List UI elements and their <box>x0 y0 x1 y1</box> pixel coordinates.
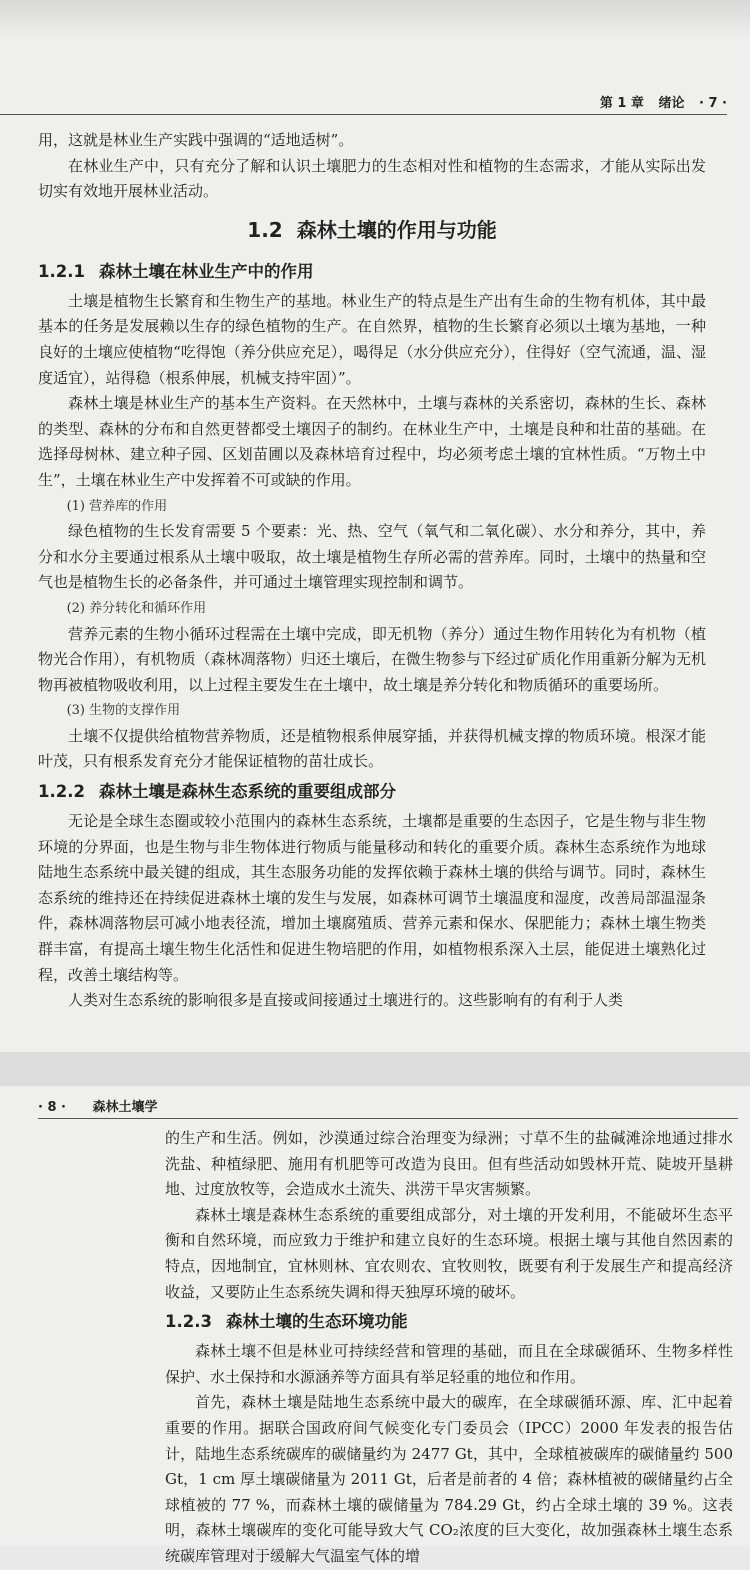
paragraph: 用，这就是林业生产实践中强调的“适地适树”。 <box>38 131 354 149</box>
subsection-heading <box>38 775 706 809</box>
paragraph: 在林业生产中，只有充分了解和认识土壤肥力的生态相对性和植物的生态需求，才能从实际出发切实有效地开展林业活动。 <box>38 156 706 201</box>
paragraph: 森林土壤是森林生态系统的重要组成部分，对土壤的开发利用，不能破坏生态平衡和自然环境，而应致力于维护和建立良好的生态环境。根据土壤与其他自然因素的特点，因地制宜，宜林则林、宜农则农、宜牧则牧，既要有利于发展生产和提高经济收益，又要防止生态系统失调和得天独厚环境的破坏。 <box>165 1205 733 1301</box>
paragraph: 森林土壤是林业生产的基本生产资料。在天然林中，土壤与森林的关系密切，森林的生长、森林的类型、森林的分布和自然更替都受土壤因子的制约。在林业生产中，土壤是良种和壮苗的基础。在选择母树林、建立种子园、区划苗圃以及森林培育过程中，均必须考虑土壤的宜林性质。“万物土中生”，土壤在林业生产中发挥着不可或缺的作用。 <box>38 394 706 489</box>
book-title: 森林土壤学 <box>92 1100 158 1115</box>
section-heading <box>38 205 706 255</box>
chapter-title: 绪论 <box>658 96 685 111</box>
subsection-title: 森林土壤在林业生产中的作用 <box>98 261 314 281</box>
subsection-title: 森林土壤是森林生态系统的重要组成部分 <box>98 782 396 802</box>
paragraph: 绿色植物的生长发育需要 5 个要素：光、热、空气（氧气和二氧化碳）、水分和养分，其中，养分和水分主要通过根系从土壤中吸取，故土壤是植物生存所必需的营养库。同时，土壤中的热量和空气也是植物生长的必备条件，并可通过土壤管理实现控制和调节。 <box>38 522 706 592</box>
subsection-number: 1.2.1 <box>38 261 85 281</box>
page-number: · 7 · <box>699 96 727 111</box>
page-gap <box>0 1052 750 1086</box>
paragraph: 的生产和生活。例如，沙漠通过综合治理变为绿洲；寸草不生的盐碱滩涂地通过排水洗盐、种植绿肥、施用有机肥等可改造为良田。但有些活动如毁林开荒、陡坡开垦耕地、过度放牧等，会造成水土流失、洪涝干旱灾害频繁。 <box>165 1129 733 1199</box>
paragraph: 土壤不仅提供给植物营养物质，还是植物根系伸展穿插，并获得机械支撑的物质环境。根深才能叶茂，只有根系发育充分才能保证植物的苗壮成长。 <box>38 726 706 771</box>
subsection-number: 1.2.3 <box>165 1312 212 1332</box>
page-8-body <box>165 1126 733 1570</box>
page-7-body <box>38 128 706 1014</box>
paragraph: 人类对生态系统的影响很多是直接或间接通过土壤进行的。这些影响有的有利于人类 <box>68 991 624 1010</box>
page-edge-shadow <box>0 0 750 40</box>
section-title: 森林土壤的作用与功能 <box>296 217 497 242</box>
running-header <box>0 92 727 115</box>
item-heading: (2) 养分转化和循环作用 <box>66 600 207 616</box>
paragraph: 土壤是植物生长繁育和生物生产的基地。林业生产的特点是生产出有生命的生物有机体，其中最基本的任务是发展赖以生存的绿色植物的生产。在自然界，植物的生长繁育必须以土壤为基地，一种良好的土壤应使植物“吃得饱（养分供应充足），喝得足（水分供应充分），住得好（空气流通，温、湿度适宜），站得稳（根系伸展，机械支持牢固）”。 <box>38 291 706 387</box>
subsection-title: 森林土壤的生态环境功能 <box>225 1312 408 1332</box>
item-heading: (1) 营养库的作用 <box>66 498 168 514</box>
paragraph: 无论是全球生态圈或较小范围内的森林生态系统，土壤都是重要的生态因子，它是生物与非生物环境的分界面，也是生物与非生物体进行物质与能量移动和转化的重要介质。森林生态系统作为地球陆地生态系统中最关键的组成，其生态服务功能的发挥依赖于森林土壤的供给与调节。同时，森林生态系统的维持还在持续促进森林土壤的发生与发展，如森林可调节土壤温度和湿度，改善局部温湿条件，森林凋落物层可减小地表径流，增加土壤腐殖质、营养元素和保水、保肥能力；森林土壤生物类群丰富，有提高土壤生物生化活性和促进生物培肥的作用，如植物根系深入土层，能促进土壤熟化过程，改善土壤结构等。 <box>38 812 706 984</box>
page-number: · 8 · <box>38 1100 66 1115</box>
book-page-8 <box>0 1086 750 1565</box>
paragraph: 营养元素的生物小循环过程需在土壤中完成，即无机物（养分）通过生物作用转化为有机物（植物光合作用），有机物质（森林凋落物）归还土壤后，在微生物参与下经过矿质化作用重新分解为无机物再被植物吸收利用，以上过程主要发生在土壤中，故土壤是养分转化和物质循环的重要场所。 <box>38 624 706 694</box>
paragraph: 森林土壤不但是林业可持续经营和管理的基础，而且在全球碳循环、生物多样性保护、水土保持和水源涵养等方面具有举足轻重的地位和作用。 <box>165 1342 733 1386</box>
subsection-heading <box>38 255 706 289</box>
chapter-label: 第 1 章 <box>599 96 644 111</box>
section-number: 1.2 <box>247 217 283 242</box>
subsection-heading <box>165 1305 733 1339</box>
subsection-number: 1.2.2 <box>38 782 85 802</box>
running-header <box>38 1096 738 1119</box>
paragraph: 首先，森林土壤是陆地生态系统中最大的碳库，在全球碳循环源、库、汇中起着重要的作用。据联合国政府间气候变化专门委员会（IPCC）2000 年发表的报告估计，陆地生态系统碳库的碳储量约为 2477 Gt，其中，全球植被碳库的碳储量约 500 Gt，1 cm 厚土壤碳储量为 2011 Gt，后者是前者的 4 倍；森林植被的碳储量约占全球植被的 77 %，而森林土壤的碳储量为 784.29 Gt，约占全球土壤的 39 %。这表明，森林土壤碳库的变化可能导致大气 CO₂浓度的巨大变化，故加强森林土壤生态系统碳库管理对于缓解大气温室气体的增 <box>165 1393 733 1565</box>
item-heading: (3) 生物的支撑作用 <box>66 703 181 719</box>
